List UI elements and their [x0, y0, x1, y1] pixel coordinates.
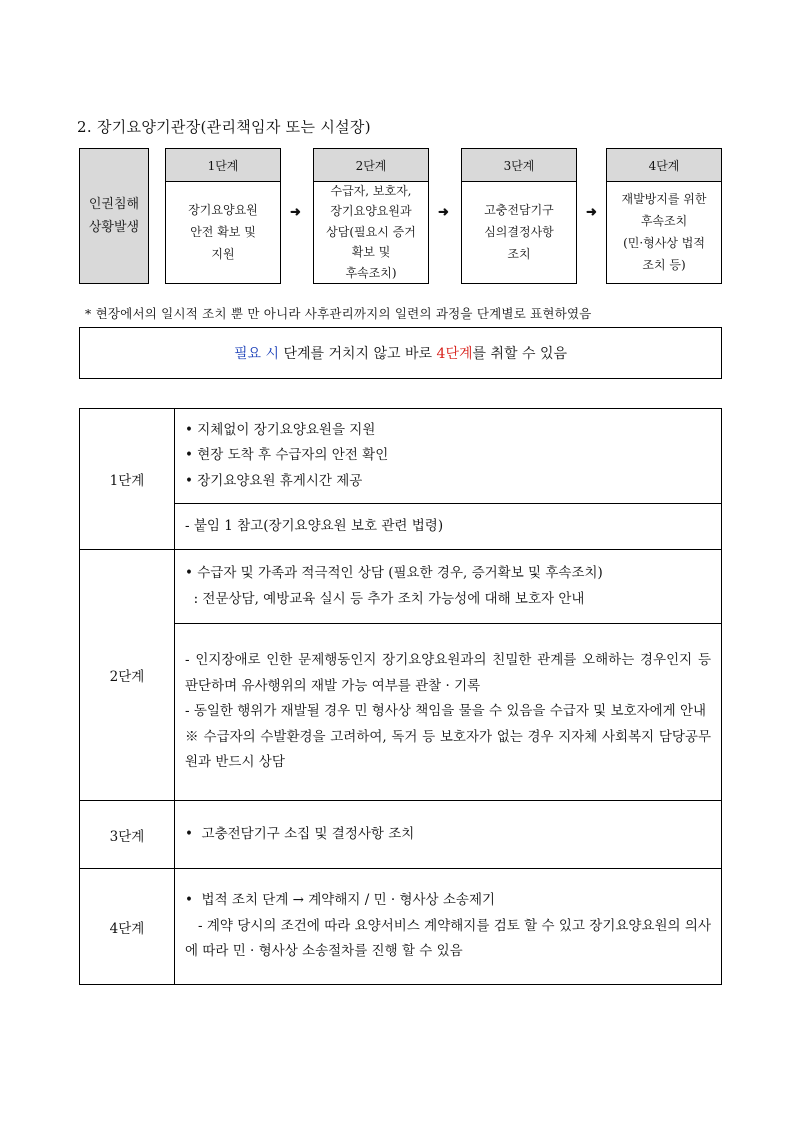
- notice-text: 단계를 거치지 않고 바로: [279, 346, 437, 362]
- flow-step-label: 3단계: [462, 149, 576, 182]
- flow-start-box: [79, 148, 149, 284]
- step-text-line: - 계약 당시의 조건에 따라 요양서비스 계약해지를 검토 할 수 있고 장기요양요원의 의사에 따라 민 · 형사상 소송절차를 진행 할 수 있음: [185, 917, 711, 960]
- notice-highlight-blue: 필요 시: [234, 346, 280, 362]
- step-label-2: 2단계: [79, 549, 175, 801]
- notice-highlight-red: 4단계: [436, 346, 473, 362]
- flow-arrow: ➜: [586, 205, 597, 220]
- step-2-cell-b: [174, 623, 722, 801]
- flow-step-label: 1단계: [166, 149, 280, 182]
- flow-step-3: [461, 148, 577, 284]
- step-text-line: - 붙임 1 참고(장기요양요원 보호 관련 법령): [185, 517, 444, 534]
- step-text-line: • 수급자 및 가족과 적극적인 상담 (필요한 경우, 증거확보 및 후속조치): [185, 565, 603, 581]
- step-label-3: 3단계: [79, 800, 175, 869]
- step-4-cell: [174, 868, 722, 985]
- step-2-cell-a: [174, 549, 722, 624]
- flow-step-4: [606, 148, 722, 284]
- flow-arrow: ➜: [438, 205, 449, 220]
- step-text-line: • 고충전담기구 소집 및 결정사항 조치: [185, 825, 415, 842]
- flow-step-label: 2단계: [314, 149, 428, 182]
- step-3-cell: [174, 800, 722, 869]
- notice-box: [79, 327, 722, 379]
- flow-step-body: 재발방지를 위한 후속조치 (민·형사상 법적 조치 등): [621, 192, 707, 272]
- section-title: 2. 장기요양기관장(관리책임자 또는 시설장): [77, 118, 371, 136]
- step-text-line: • 지체없이 장기요양요원을 지원: [185, 421, 376, 438]
- step-text-line: - 동일한 행위가 재발될 경우 민 형사상 책임을 물을 수 있음을 수급자 및 보호자에게 안내: [185, 703, 707, 720]
- step-text-line: • 장기요양요원 휴게시간 제공: [185, 472, 363, 489]
- flow-arrow: ➜: [290, 205, 301, 220]
- step-label-1: 1단계: [79, 408, 175, 550]
- steps-table: [79, 408, 722, 985]
- step-text-line: • 법적 조치 단계 → 계약해지 / 민 · 형사상 소송제기: [185, 892, 496, 909]
- flow-step-body: 장기요양요원 안전 확보 및 지원: [188, 203, 258, 261]
- notice-text: 를 취할 수 있음: [472, 346, 567, 362]
- step-text-line: - 인지장애로 인한 문제행동인지 장기요양요원과의 친밀한 관계를 오해하는 경우인지 등 판단하며 유사행위의 재발 가능 여부를 관찰 · 기록: [185, 652, 711, 694]
- step-text-line: • 현장 도착 후 수급자의 안전 확인: [185, 447, 389, 464]
- step-text-line: : 전문상담, 예방교육 실시 등 추가 조치 가능성에 대해 보호자 안내: [185, 590, 585, 607]
- step-1-cell-b: [174, 503, 722, 550]
- flow-step-2: [313, 148, 429, 284]
- flow-step-body: 수급자, 보호자, 장기요양요원과 상담(필요시 증거 확보 및 후속조치): [326, 183, 416, 280]
- flow-step-body: 고충전담기구 심의결정사항 조치: [484, 203, 554, 261]
- step-label-4: 4단계: [79, 868, 175, 985]
- flow-step-label: 4단계: [607, 149, 721, 182]
- flow-start-line: 상황발생: [88, 220, 140, 235]
- flow-footnote: * 현장에서의 일시적 조치 뿐 만 아니라 사후관리까지의 일련의 과정을 단계별로 표현하였음: [85, 306, 592, 321]
- step-1-cell-a: [174, 408, 722, 504]
- step-text-line: ※ 수급자의 수발환경을 고려하여, 독거 등 보호자가 없는 경우 지자체 사회복지 담당공무원과 반드시 상담: [185, 728, 711, 771]
- flow-step-1: [165, 148, 281, 284]
- flow-start-line: 인권침해: [88, 197, 140, 212]
